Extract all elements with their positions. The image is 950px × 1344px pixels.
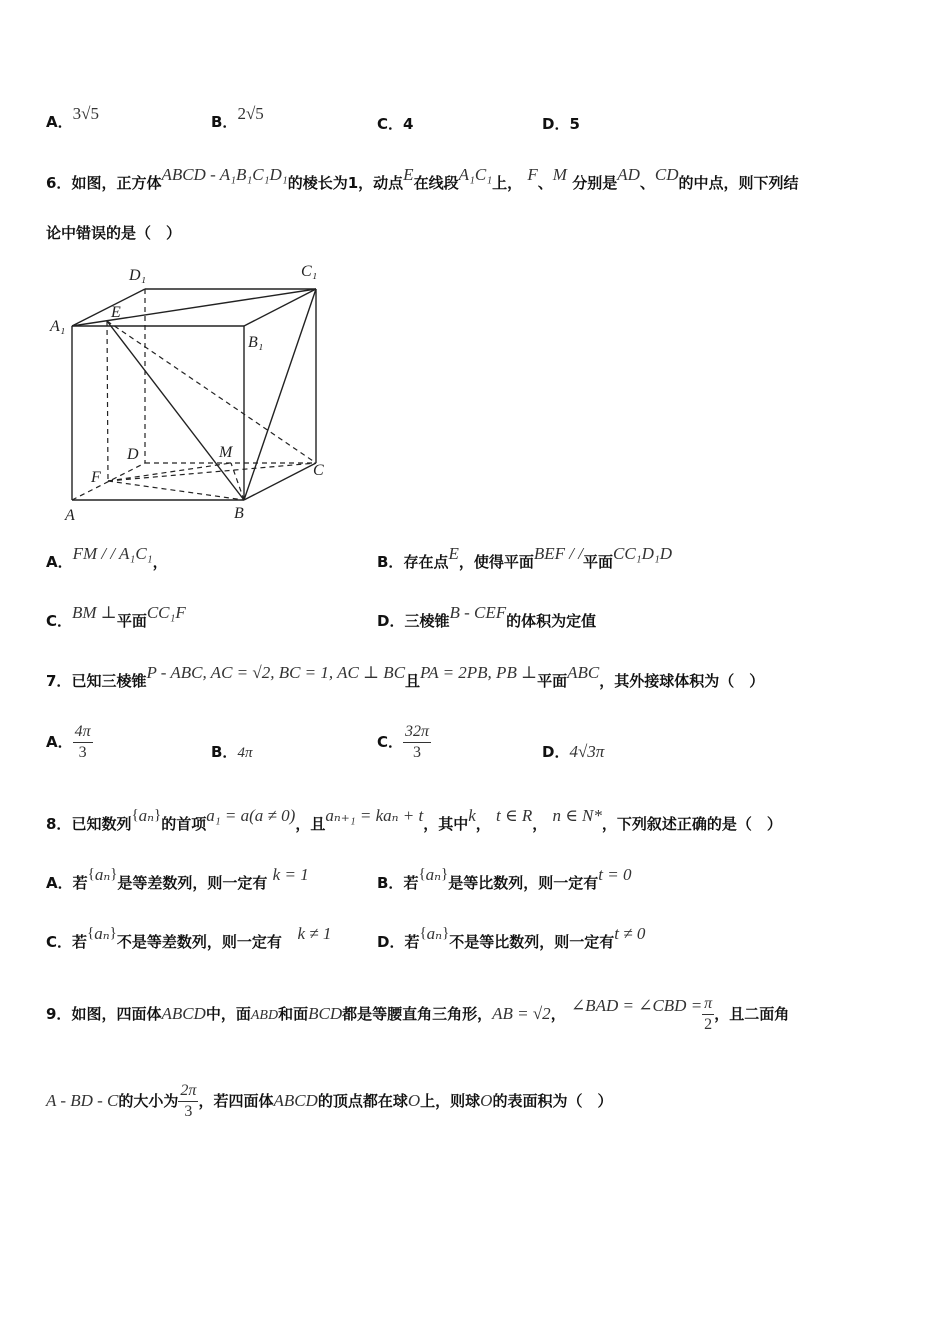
q5-option-c-value: 4	[403, 115, 414, 133]
q7-option-c: C． $\frac{32\pi}{3}$	[377, 723, 430, 761]
q5-option-c: C．4	[377, 115, 414, 133]
q8-option-b: B．若{aₙ}是等比数列，则一定有t = 0	[377, 865, 632, 892]
q8-option-c: C．若{aₙ}不是等差数列，则一定有 k ≠ 1	[46, 924, 332, 951]
q5-option-a: A．3√5	[46, 104, 99, 131]
label-m: M	[219, 444, 233, 461]
q7-option-a: A． $\frac{4\pi}{3}$	[46, 723, 91, 761]
cube-figure	[45, 255, 345, 525]
hidden-e-f	[107, 321, 108, 481]
label-f: F	[91, 469, 101, 486]
hidden-b-m	[231, 463, 244, 500]
q7-option-d: D．4√3π	[542, 742, 605, 761]
q5-option-b-value: 2√5	[237, 104, 264, 123]
q8-stem: 8．已知数列{aₙ}的首项a₁ = a(a ≠ 0)，且aₙ₊₁ = kaₙ + t，其中k， t ∈ R， n ∈ N*，下列叙述正确的是（ ）	[46, 806, 782, 833]
q5-option-d: D．5	[542, 115, 580, 133]
q9-stem-line2: A - BD - C的大小为 $\frac{2\pi}{3}$ ，若四面体ABCD的顶点都在球O上，则球O的表面积为（ ）	[46, 1082, 613, 1120]
q6-stem-line1: 6．如图，正方体ABCD - A₁B₁C₁D₁的棱长为1，动点E在线段A₁C₁上， F、M 分别是AD、CD的中点，则下列结	[46, 165, 799, 192]
q8-option-a: A．若{aₙ}是等差数列，则一定有 k = 1	[46, 865, 309, 892]
hidden-f-b	[108, 481, 244, 500]
q5-option-b: B．2√5	[211, 104, 264, 131]
q5-option-d-value: 5	[569, 115, 580, 133]
label-c1: C₁	[301, 263, 318, 280]
q6-stem-line2: 论中错误的是（ ）	[46, 224, 182, 242]
q6-option-a: A．FM / / A₁C₁，	[46, 544, 168, 571]
label-d1: D₁	[129, 267, 147, 284]
q6-option-c: C．BM ⊥平面CC₁F	[46, 603, 186, 630]
q7-option-b: B．4π	[211, 743, 253, 761]
label-a1: A₁	[50, 318, 66, 335]
q9-stem-line1: 9．如图，四面体ABCD中，面ABD和面BCD都是等腰直角三角形，AB = √2， ∠BAD = ∠CBD = $\frac{\pi}{2}$ ，且二面角	[46, 995, 790, 1033]
q6-option-b: B．存在点E，使得平面BEF / /平面CC₁D₁D	[377, 544, 673, 571]
label-c: C	[313, 462, 324, 479]
q6-option-d: D．三棱锥B - CEF的体积为定值	[377, 603, 597, 630]
q8-option-d: D．若{aₙ}不是等比数列，则一定有t ≠ 0	[377, 924, 646, 951]
edge-e-b	[107, 321, 244, 500]
label-e: E	[111, 304, 121, 321]
label-d: D	[127, 446, 139, 463]
label-b: B	[234, 505, 244, 522]
hidden-f-m	[108, 463, 231, 481]
q7-stem: 7．已知三棱锥P - ABC, AC = √2, BC = 1, AC ⊥ BC且PA = 2PB, PB ⊥平面ABC，其外接球体积为（ ）	[46, 663, 765, 690]
label-a: A	[65, 507, 75, 524]
label-b1: B₁	[248, 334, 264, 351]
q5-option-a-value: 3√5	[72, 104, 99, 123]
hidden-e-c	[107, 321, 316, 463]
